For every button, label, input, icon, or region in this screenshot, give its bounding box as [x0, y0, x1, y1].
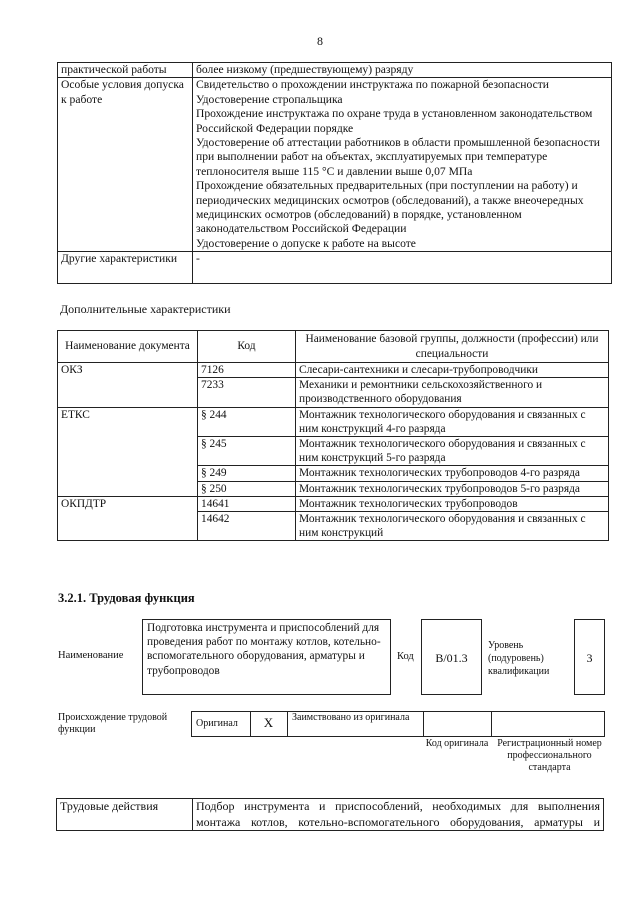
requirement-line: -: [196, 252, 200, 266]
code-cell: 7126: [198, 363, 296, 378]
requirement-line: Прохождение инструктажа по охране труда в установленном законодательством Российской Федерации порядке: [196, 107, 593, 135]
header-document: Наименование документа: [58, 331, 198, 363]
name-cell: Монтажник технологических трубопроводов 4-го разряда: [296, 466, 609, 481]
table-row: [58, 407, 609, 436]
row-label: Особые условия допуска к работе: [58, 78, 193, 252]
name-label: Наименование: [58, 650, 124, 661]
section-heading: 3.2.1. Трудовая функция: [58, 591, 195, 605]
requirement-line: Удостоверение об аттестации работников в области промышленной безопасности при выполнении работ на объектах, эксплуатируемых при температуре теплоносителя выше 115 °С и давлении выше 0,07 МПа: [196, 136, 601, 178]
requirements-table: [57, 62, 612, 284]
borrowed-label: Заимствовано из оригинала: [292, 712, 410, 723]
code-label: Код: [397, 651, 414, 662]
reg-caption: Регистрационный номер профессионального стандарта: [497, 738, 602, 773]
level-box: 3: [574, 619, 605, 695]
code-cell: § 249: [198, 466, 296, 481]
doc-cell: ОКЗ: [58, 363, 198, 408]
code-cell: 7233: [198, 378, 296, 407]
code-cell: § 250: [198, 481, 296, 496]
name-cell: Механики и ремонтники сельскохозяйственного и производственного оборудования: [296, 378, 609, 407]
table-row: [58, 496, 609, 511]
additional-table: [57, 330, 609, 541]
requirement-line: более низкому (предшествующему) разряду: [196, 63, 414, 76]
name-cell: Монтажник технологического оборудования и связанных с ним конструкций 4-го разряда: [296, 407, 609, 436]
name-cell: Монтажник технологических трубопроводов 5-го разряда: [296, 481, 609, 496]
name-cell: Слесари-сантехники и слесари-трубопроводчики: [296, 363, 609, 378]
requirement-line: Удостоверение стропальщика: [196, 92, 343, 106]
header-code: Код: [198, 331, 296, 363]
row-value: [193, 252, 612, 284]
function-name-box: Подготовка инструмента и приспособлений для проведения работ по монтажу котлов, котельно-вспомогательного оборудования, арматуры и трубопроводов: [142, 619, 391, 695]
requirement-line: Свидетельство о прохождении инструктажа по пожарной безопасности: [196, 78, 549, 92]
actions-value: [193, 799, 604, 831]
code-cell: § 245: [198, 437, 296, 466]
divider: [491, 711, 492, 737]
table-row: [58, 63, 612, 78]
row-value: [193, 63, 612, 78]
row-value: [193, 78, 612, 252]
level-label: Уровень (подуровень) квалификации: [488, 640, 550, 677]
doc-cell: ОКПДТР: [58, 496, 198, 541]
page-number: 8: [317, 34, 323, 48]
row-label: практической работы: [58, 63, 193, 78]
actions-table: [56, 798, 604, 831]
table-row: [58, 78, 612, 252]
name-cell: Монтажник технологических трубопроводов: [296, 496, 609, 511]
header-name: Наименование базовой группы, должности (профессии) или специальности: [296, 331, 609, 363]
action-line: Подбор инструмента и приспособлений, необходимых для выполнения: [196, 799, 600, 813]
table-row: [58, 252, 612, 284]
header-row: [58, 331, 609, 363]
requirement-line: Удостоверение о допуске к работе на высоте: [196, 236, 416, 250]
name-cell: Монтажник технологического оборудования и связанных с ним конструкций 5-го разряда: [296, 437, 609, 466]
actions-label: Трудовые действия: [57, 799, 193, 831]
table-row: [57, 799, 604, 831]
additional-heading: Дополнительные характеристики: [60, 302, 231, 316]
divider: [423, 711, 424, 737]
code-cell: 14641: [198, 496, 296, 511]
function-code-box: B/01.3: [421, 619, 482, 695]
table-row: [58, 363, 609, 378]
code-caption: Код оригинала: [425, 738, 489, 749]
code-cell: 14642: [198, 512, 296, 541]
original-mark: X: [263, 715, 274, 730]
doc-cell: ЕТКС: [58, 407, 198, 496]
divider: [287, 711, 288, 737]
action-line: монтажа котлов, котельно-вспомогательного оборудования, арматуры и: [196, 814, 600, 829]
name-cell: Монтажник технологического оборудования и связанных с ним конструкций: [296, 512, 609, 541]
code-cell: § 244: [198, 407, 296, 436]
row-label: Другие характеристики: [58, 252, 193, 284]
original-label: Оригинал: [196, 718, 238, 729]
requirement-line: Прохождение обязательных предварительных (при поступлении на работу) и периодических медицинских осмотров (обследований), а также внеочередных медицинских осмотров (обследований) в порядке, установленном законодательством Российской Федерации: [196, 179, 584, 236]
origin-label: Происхождение трудовой функции: [58, 712, 168, 735]
